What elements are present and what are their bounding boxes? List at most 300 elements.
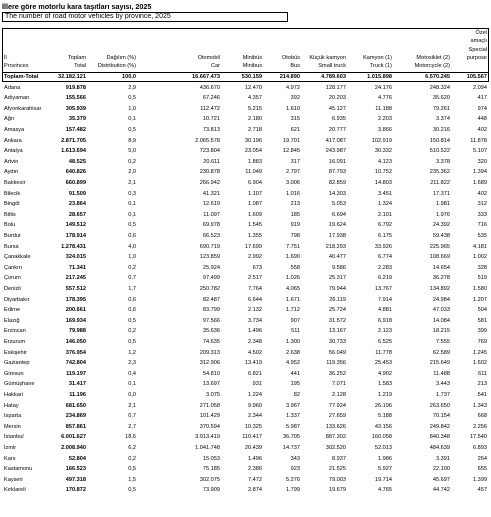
cell-bus: 558 — [290, 264, 300, 271]
cell-minibus: 13.419 — [244, 360, 262, 367]
cell-bus: 2.797 — [286, 169, 300, 176]
cell-special-purpose: 668 — [477, 413, 487, 420]
cell-motorcycle: 59.438 — [432, 232, 450, 239]
cell-small-truck: 40.477 — [328, 254, 346, 261]
rule-top — [2, 28, 489, 29]
cell-small-truck: 56.049 — [328, 349, 346, 356]
cell-special-purpose: 1.394 — [473, 169, 487, 176]
cell-province: Adana — [4, 84, 21, 91]
cell-total: 2.871.705 — [61, 137, 86, 144]
header-car-en: Car — [210, 63, 220, 69]
cell-truck: 6.792 — [378, 222, 392, 229]
cell-special-purpose: 402 — [477, 126, 487, 133]
cell-special-purpose: 17.540 — [469, 434, 487, 441]
cell-province: Kırklareli — [4, 487, 26, 494]
cell-minibus: 6.821 — [248, 370, 262, 377]
cell-small-truck: 20.777 — [328, 126, 346, 133]
cell-car: 690.719 — [199, 243, 220, 250]
header-distribution-tr: Dağılım (%) — [106, 55, 136, 61]
cell-car: 73.909 — [202, 487, 220, 494]
cell-bus: 4.065 — [286, 285, 300, 292]
cell-truck: 160.058 — [371, 434, 392, 441]
cell-truck: 26.196 — [374, 402, 392, 409]
cell-car: 271.058 — [199, 402, 220, 409]
cell-motorcycle: 7.555 — [436, 338, 450, 345]
cell-minibus: 1.609 — [248, 211, 262, 218]
cell-small-truck: 79.944 — [328, 285, 346, 292]
cell-car: 97.566 — [202, 317, 220, 324]
cell-small-truck: 36.252 — [328, 370, 346, 377]
cell-special-purpose: 333 — [477, 211, 487, 218]
cell-distribution: 0,6 — [128, 307, 136, 314]
cell-distribution: 0,2 — [128, 455, 136, 462]
cell-truck: 6.525 — [378, 338, 392, 345]
cell-distribution: 0,7 — [128, 413, 136, 420]
cell-special-purpose: 1.207 — [473, 296, 487, 303]
cell-car: 74.635 — [202, 338, 220, 345]
cell-motorcycle: 22.100 — [432, 466, 450, 473]
cell-bus: 82 — [293, 391, 300, 398]
cell-total: 2.008.940 — [61, 444, 86, 451]
cell-small-truck: 133.626 — [325, 423, 346, 430]
cell-car: 723.804 — [199, 148, 220, 155]
cell-total: 857.861 — [65, 423, 86, 430]
table-subtitle: The number of road motor vehicles by province, 2025 — [2, 12, 288, 22]
cell-distribution: 0,2 — [128, 328, 136, 335]
cell-total: 48.525 — [68, 158, 86, 165]
cell-province: Antalya — [4, 148, 23, 155]
cell-bus: 1.016 — [286, 190, 300, 197]
cell-motorcycle: 248.324 — [429, 84, 450, 91]
cell-bus: 315 — [290, 116, 300, 123]
cell-bus: 1.300 — [286, 338, 300, 345]
table-row — [2, 116, 489, 124]
cell-total: 149.512 — [65, 222, 86, 229]
cell-special-purpose: 448 — [477, 116, 487, 123]
table-row — [2, 285, 489, 293]
cell-truck: 102.919 — [371, 137, 392, 144]
header-distribution-en: Distribution (%) — [97, 63, 136, 69]
cell-truck: 5.188 — [378, 413, 392, 420]
header-motorcycle-tr: Motosiklet (2) — [416, 55, 450, 61]
cell-total: 52.804 — [68, 455, 86, 462]
cell-total: 166.523 — [65, 466, 86, 473]
cell-motorcycle: 18.215 — [432, 328, 450, 335]
cell-truck: 3.451 — [378, 190, 392, 197]
cell-small-truck: 20.203 — [328, 95, 346, 102]
header-province-en: Provinces — [4, 63, 29, 69]
cell-bus: 185 — [290, 211, 300, 218]
cell-province: Bitlis — [4, 211, 16, 218]
cell-special-purpose: 1.002 — [473, 254, 487, 261]
cell-minibus: 23.054 — [244, 148, 262, 155]
cell-car: 436.670 — [199, 84, 220, 91]
cell-special-purpose: 328 — [477, 264, 487, 271]
cell-minibus: 12.470 — [244, 84, 262, 91]
cell-province: Amasya — [4, 126, 25, 133]
cell-minibus: 20.439 — [244, 444, 262, 451]
header-truck-tr: Kamyon (1) — [363, 55, 392, 61]
cell-minibus: 2.386 — [248, 466, 262, 473]
table-row — [2, 349, 489, 357]
cell-distribution: 2,3 — [128, 360, 136, 367]
cell-minibus: 2.348 — [248, 338, 262, 345]
table-row — [2, 434, 489, 442]
cell-car: 97.499 — [202, 275, 220, 282]
cell-motorcycle: 1.976 — [436, 211, 450, 218]
cell-province: Çankırı — [4, 264, 23, 271]
table-row — [2, 254, 489, 262]
cell-distribution: 0,0 — [128, 391, 136, 398]
cell-province: Kayseri — [4, 476, 23, 483]
cell-province: Gaziantep — [4, 360, 30, 367]
cell-motorcycle: 484.639 — [429, 444, 450, 451]
cell-province: Giresun — [4, 370, 24, 377]
rule-left — [2, 28, 3, 82]
cell-small-truck: 21.525 — [328, 466, 346, 473]
cell-province: Bingöl — [4, 201, 20, 208]
header-bus-en: Bus — [290, 63, 300, 69]
cell-total: 6.001.627 — [61, 434, 86, 441]
cell-special-purpose: 769 — [477, 338, 487, 345]
cell-total: 919.878 — [65, 84, 86, 91]
cell-total: 217.245 — [65, 275, 86, 282]
cell-total: 324.015 — [65, 254, 86, 261]
cell-bus: 1.671 — [286, 296, 300, 303]
cell-special-purpose: 402 — [477, 190, 487, 197]
cell-motorcycle: 263.650 — [429, 402, 450, 409]
cell-total: 79.988 — [68, 328, 86, 335]
cell-truck: 25.453 — [374, 360, 392, 367]
cell-motorcycle: 215.649 — [429, 360, 450, 367]
cell-distribution: 0,5 — [128, 487, 136, 494]
cell-small-truck: 2.128 — [332, 391, 346, 398]
cell-car: 66.523 — [202, 232, 220, 239]
cell-province: İzmir — [4, 444, 17, 451]
cell-total: 157.482 — [65, 126, 86, 133]
cell-bus: 7.751 — [286, 243, 300, 250]
cell-minibus: 1.883 — [248, 158, 262, 165]
cell-motorcycle: 249.842 — [429, 423, 450, 430]
cell-province: Afyonkarahisar — [4, 105, 42, 112]
cell-bus: 343 — [290, 455, 300, 462]
table-row — [2, 455, 489, 463]
cell-distribution: 18,6 — [125, 434, 136, 441]
cell-motorcycle: 3.443 — [436, 381, 450, 388]
header-minibus-tr: Minibüs — [242, 55, 262, 61]
cell-small-truck: 7.071 — [332, 381, 346, 388]
cell-special-purpose: 1.399 — [473, 476, 487, 483]
header-special-tr: amaçlı — [470, 38, 487, 44]
cell-motorcycle: 1.981 — [436, 201, 450, 208]
cell-car: 20.611 — [203, 158, 220, 165]
cell-truck: 2.123 — [378, 328, 392, 335]
cell-truck: 30.332 — [374, 148, 392, 155]
cell-truck: 4.123 — [378, 158, 392, 165]
cell-motorcycle: 235.362 — [429, 169, 450, 176]
cell-total: 146.050 — [65, 338, 86, 345]
cell-minibus: 9.960 — [248, 402, 262, 409]
cell-car: 15.053 — [202, 455, 220, 462]
cell-special-purpose: 541 — [477, 391, 487, 398]
cell-distribution: 0,3 — [128, 190, 136, 197]
cell-truck: 19.714 — [374, 476, 392, 483]
table-row — [2, 476, 489, 484]
table-row — [2, 423, 489, 431]
cell-total: 376.954 — [65, 349, 86, 356]
cell-small-truck: 25.724 — [328, 307, 346, 314]
cell-distribution: 0,5 — [128, 95, 136, 102]
cell-minibus: 1.224 — [248, 391, 262, 398]
cell-province: Bolu — [4, 222, 16, 229]
cell-truck: 6.774 — [378, 254, 392, 261]
table-row — [2, 201, 489, 209]
cell-motorcycle: 510.522 — [429, 148, 450, 155]
cell-small-truck: 302.520 — [325, 444, 346, 451]
cell-truck: 1.986 — [378, 455, 392, 462]
cell-distribution: 2,9 — [128, 84, 136, 91]
cell-province: Burdur — [4, 232, 21, 239]
table-row — [2, 402, 489, 410]
cell-total: 119.197 — [66, 370, 86, 377]
rule-right — [488, 28, 489, 82]
cell-motorcycle: 47.033 — [432, 307, 450, 314]
cell-small-truck: 27.659 — [328, 413, 346, 420]
cell-province: Bursa — [4, 243, 19, 250]
cell-special-purpose: 1.343 — [473, 402, 487, 409]
cell-minibus: 7.472 — [248, 476, 262, 483]
table-row — [2, 95, 489, 103]
cell-small-truck: 16.091 — [328, 158, 346, 165]
cell-distribution: 0,5 — [128, 338, 136, 345]
cell-province: Artvin — [4, 158, 19, 165]
rule-total-bottom — [2, 81, 489, 82]
cell-motorcycle: 150.814 — [429, 137, 450, 144]
cell-car: 13.697 — [202, 381, 220, 388]
cell-small-truck: 77.924 — [328, 402, 346, 409]
cell-car: 370.594 — [199, 423, 220, 430]
cell-distribution: 1,5 — [128, 476, 136, 483]
total-value: 32.182.121 — [58, 73, 86, 80]
cell-province: Ağrı — [4, 116, 15, 123]
cell-car: 230.878 — [199, 169, 220, 176]
cell-distribution: 0,2 — [128, 264, 136, 271]
cell-car: 69.978 — [202, 222, 220, 229]
cell-special-purpose: 11.878 — [470, 137, 487, 144]
cell-small-truck: 13.167 — [328, 328, 346, 335]
cell-motorcycle: 79.261 — [432, 105, 450, 112]
cell-truck: 4.765 — [378, 487, 392, 494]
cell-special-purpose: 5.107 — [473, 148, 487, 155]
cell-truck: 43.156 — [374, 423, 392, 430]
cell-truck: 14.803 — [374, 179, 392, 186]
cell-small-truck: 82.859 — [328, 179, 346, 186]
cell-distribution: 0,1 — [128, 116, 136, 123]
cell-distribution: 8,9 — [128, 137, 136, 144]
cell-bus: 919 — [290, 222, 300, 229]
cell-minibus: 30.196 — [244, 137, 262, 144]
cell-total: 681.650 — [65, 402, 86, 409]
cell-small-truck: 6.694 — [332, 211, 346, 218]
cell-motorcycle: 11.488 — [433, 370, 450, 377]
table-row — [2, 169, 489, 177]
cell-truck: 1.324 — [378, 201, 392, 208]
cell-bus: 798 — [290, 232, 300, 239]
cell-small-truck: 119.356 — [326, 360, 346, 367]
cell-motorcycle: 44.742 — [432, 487, 450, 494]
cell-truck: 24.176 — [374, 84, 392, 91]
cell-total: 557.512 — [65, 285, 86, 292]
cell-car: 250.782 — [199, 285, 220, 292]
cell-minibus: 6.904 — [248, 179, 262, 186]
table-row — [2, 84, 489, 92]
table-row — [2, 275, 489, 283]
cell-small-truck: 243.987 — [325, 148, 346, 155]
cell-motorcycle: 1.737 — [436, 391, 450, 398]
cell-total: 71.341 — [68, 264, 86, 271]
cell-minibus: 5.215 — [248, 105, 262, 112]
total-smalltruck: 4.789.603 — [321, 73, 346, 80]
table-row — [2, 370, 489, 378]
cell-special-purpose: 974 — [477, 105, 487, 112]
cell-bus: 36.705 — [282, 434, 300, 441]
table-row — [2, 391, 489, 399]
header-total-tr: Toplam — [67, 55, 86, 61]
cell-distribution: 0,1 — [128, 201, 136, 208]
cell-total: 28.657 — [68, 211, 86, 218]
cell-minibus: 2.344 — [248, 413, 262, 420]
cell-bus: 195 — [290, 381, 300, 388]
cell-special-purpose: 264 — [477, 455, 487, 462]
table-row — [2, 179, 489, 187]
table-row — [2, 466, 489, 474]
cell-total: 91.509 — [68, 190, 86, 197]
cell-car: 112.472 — [200, 105, 220, 112]
cell-province: Balıkesir — [4, 179, 26, 186]
cell-car: 75.185 — [202, 466, 220, 473]
total-bus: 214.890 — [279, 73, 300, 80]
cell-minibus: 11.049 — [245, 169, 262, 176]
cell-bus: 923 — [290, 466, 300, 473]
cell-distribution: 1,0 — [128, 105, 136, 112]
cell-special-purpose: 417 — [477, 95, 487, 102]
cell-car: 2.065.578 — [195, 137, 220, 144]
cell-minibus: 2.718 — [248, 126, 262, 133]
cell-truck: 2.283 — [378, 264, 392, 271]
table-row — [2, 190, 489, 198]
table-row — [2, 307, 489, 315]
cell-motorcycle: 840.348 — [429, 434, 450, 441]
cell-total: 155.566 — [65, 95, 86, 102]
cell-special-purpose: 716 — [477, 222, 487, 229]
cell-small-truck: 31.572 — [328, 317, 346, 324]
header-special-en2: Special — [468, 47, 487, 53]
cell-distribution: 0,5 — [128, 126, 136, 133]
cell-motorcycle: 14.084 — [432, 317, 450, 324]
cell-small-truck: 128.177 — [325, 84, 346, 91]
cell-motorcycle: 24.392 — [432, 222, 450, 229]
cell-minibus: 2.180 — [248, 116, 262, 123]
cell-small-truck: 218.293 — [325, 243, 346, 250]
cell-motorcycle: 45.697 — [432, 476, 450, 483]
cell-minibus: 2.132 — [248, 307, 262, 314]
cell-total: 742.804 — [65, 360, 86, 367]
cell-province: Erzurum — [4, 338, 26, 345]
table-row — [2, 105, 489, 113]
cell-distribution: 0,6 — [128, 296, 136, 303]
cell-bus: 1.799 — [286, 487, 300, 494]
total-row — [2, 73, 489, 81]
header-smalltruck-en: Small truck — [318, 63, 346, 69]
cell-minibus: 931 — [252, 381, 262, 388]
cell-truck: 6.918 — [378, 317, 392, 324]
cell-car: 12.619 — [202, 201, 220, 208]
cell-motorcycle: 62.589 — [432, 349, 450, 356]
cell-province: Ankara — [4, 137, 22, 144]
cell-bus: 1.337 — [286, 413, 300, 420]
cell-truck: 2.203 — [378, 116, 392, 123]
table-row — [2, 211, 489, 219]
header-car-tr: Otomobil — [197, 55, 220, 61]
cell-province: Edirne — [4, 307, 21, 314]
cell-province: Aydın — [4, 169, 19, 176]
cell-bus: 392 — [290, 95, 300, 102]
header-province-tr: İl — [4, 55, 7, 61]
cell-total: 178.914 — [65, 232, 86, 239]
header-smalltruck-tr: Küçük kamyon — [309, 55, 346, 61]
header-special-top: Özel — [475, 30, 487, 36]
cell-motorcycle: 3.391 — [436, 455, 450, 462]
table-row — [2, 126, 489, 134]
header-truck-en: Truck (1) — [369, 63, 392, 69]
cell-small-truck: 19.624 — [328, 222, 346, 229]
cell-distribution: 0,5 — [128, 222, 136, 229]
cell-province: Adıyaman — [4, 95, 30, 102]
cell-truck: 4.776 — [378, 95, 392, 102]
cell-bus: 2.638 — [286, 349, 300, 356]
cell-distribution: 0,5 — [128, 466, 136, 473]
cell-small-truck: 45.127 — [328, 105, 346, 112]
cell-bus: 1.690 — [286, 254, 300, 261]
cell-motorcycle: 24.984 — [432, 296, 450, 303]
cell-minibus: 4.357 — [248, 95, 262, 102]
cell-special-purpose: 655 — [477, 466, 487, 473]
cell-province: Çorum — [4, 275, 21, 282]
cell-special-purpose: 457 — [477, 487, 487, 494]
cell-total: 200.661 — [65, 307, 86, 314]
table-row — [2, 232, 489, 240]
rule-header-bottom — [2, 72, 489, 73]
table-row — [2, 360, 489, 368]
cell-bus: 907 — [290, 317, 300, 324]
cell-minibus: 3.734 — [248, 317, 262, 324]
cell-truck: 52.013 — [374, 444, 392, 451]
cell-motorcycle: 70.154 — [432, 413, 450, 420]
cell-total: 1.613.694 — [61, 148, 86, 155]
cell-distribution: 1,7 — [128, 285, 136, 292]
cell-small-truck: 30.733 — [328, 338, 346, 345]
cell-bus: 12.845 — [282, 148, 300, 155]
cell-special-purpose: 399 — [477, 328, 487, 335]
cell-bus: 1.712 — [286, 307, 300, 314]
cell-car: 11.097 — [203, 211, 220, 218]
total-special: 105.567 — [466, 73, 487, 80]
cell-car: 312.906 — [199, 360, 220, 367]
cell-bus: 3.967 — [286, 402, 300, 409]
cell-distribution: 0,1 — [128, 381, 136, 388]
table-row — [2, 296, 489, 304]
total-label: Toplam-Total — [4, 73, 39, 80]
